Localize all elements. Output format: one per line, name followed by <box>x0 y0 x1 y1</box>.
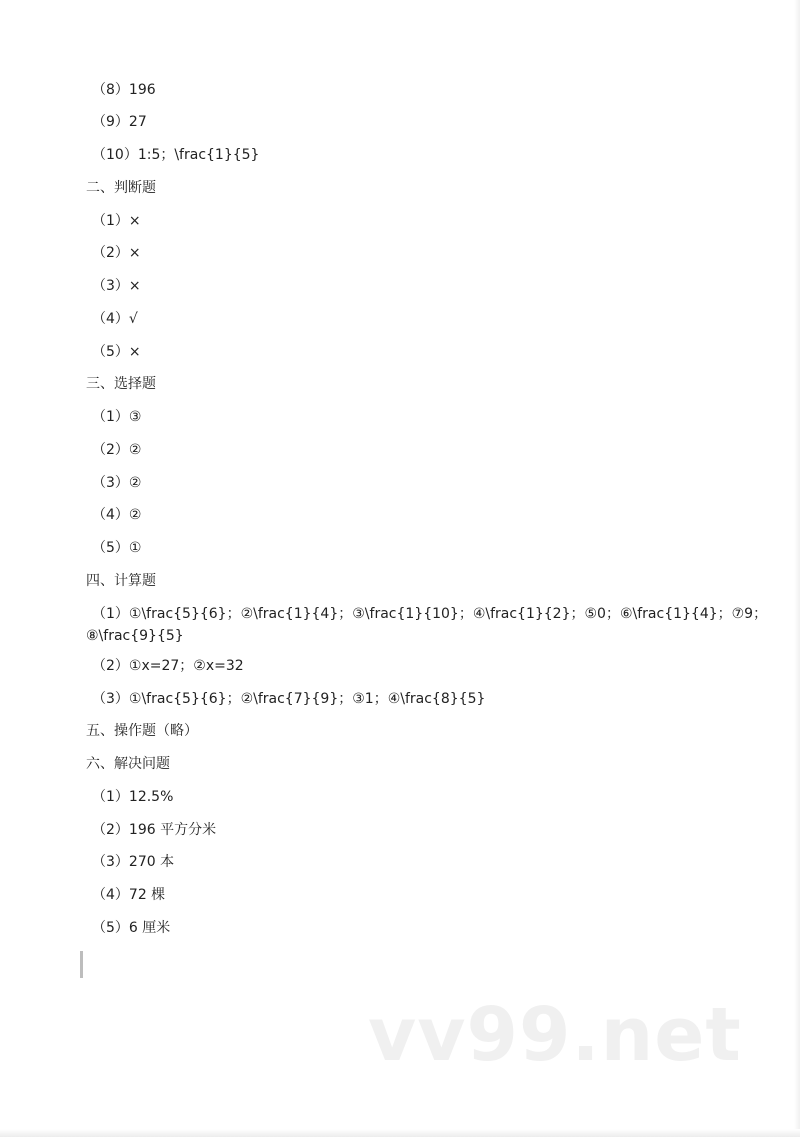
section-heading-calculation: 四、计算题 <box>86 573 156 589</box>
choice-answer-2: （2）② <box>92 442 142 458</box>
judgement-answer-3: （3）× <box>92 278 141 294</box>
calculation-answer-2: （2）①x=27；②x=32 <box>92 658 244 674</box>
judgement-answer-4: （4）√ <box>92 311 138 327</box>
choice-answer-3: （3）② <box>92 475 142 491</box>
problem-answer-2: （2）196 平方分米 <box>92 822 217 838</box>
page-edge-shadow-bottom <box>0 1129 800 1137</box>
text-cursor <box>80 951 83 978</box>
problem-answer-5: （5）6 厘米 <box>92 920 171 936</box>
section-heading-operation: 五、操作题（略） <box>86 723 198 739</box>
section-heading-problem-solving: 六、解决问题 <box>86 756 170 772</box>
calculation-answer-1-continued: ⑧\frac{9}{5} <box>86 628 184 644</box>
answer-line-10: （10）1:5；\frac{1}{5} <box>92 147 260 163</box>
choice-answer-1: （1）③ <box>92 409 142 425</box>
judgement-answer-2: （2）× <box>92 245 141 261</box>
answer-line-9: （9）27 <box>92 114 147 130</box>
problem-answer-4: （4）72 棵 <box>92 887 166 903</box>
judgement-answer-1: （1）× <box>92 213 141 229</box>
problem-answer-1: （1）12.5% <box>92 789 174 805</box>
page-edge-shadow-right <box>794 0 800 1137</box>
calculation-answer-3: （3）①\frac{5}{6}；②\frac{7}{9}；③1；④\frac{8}{5} <box>92 691 486 707</box>
watermark: vv99.net <box>368 992 742 1078</box>
section-heading-judgement: 二、判断题 <box>86 180 156 196</box>
choice-answer-4: （4）② <box>92 507 142 523</box>
answer-line-8: （8）196 <box>92 82 156 98</box>
problem-answer-3: （3）270 本 <box>92 854 175 870</box>
judgement-answer-5: （5）× <box>92 344 141 360</box>
calculation-answer-1: （1）①\frac{5}{6}；②\frac{1}{4}；③\frac{1}{10}；④\frac{1}{2}；⑤0；⑥\frac{1}{4}；⑦9； <box>92 606 768 622</box>
choice-answer-5: （5）① <box>92 540 142 556</box>
section-heading-choice: 三、选择题 <box>86 376 156 392</box>
